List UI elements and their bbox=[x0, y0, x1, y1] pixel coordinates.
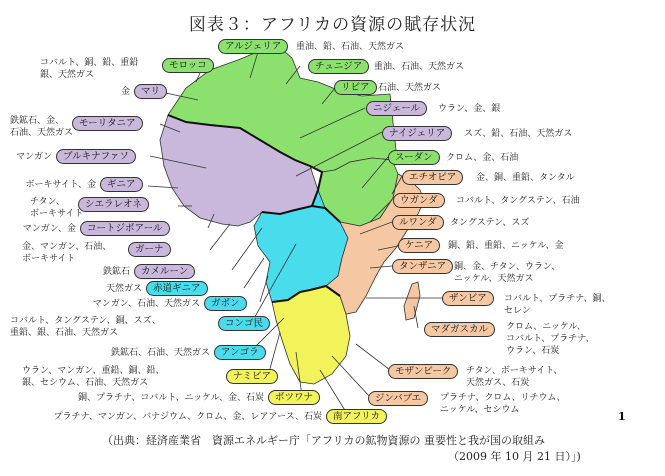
resources-kenya: 銅、鉛、重鉛、ニッケル、金 bbox=[448, 241, 564, 251]
resources-cote-divoire: マンガン、金 bbox=[22, 224, 76, 234]
source-citation-line1: （出典：経済産業省 資源エネルギー庁「アフリカの鉱物資源の 重要性と我が国の取組み bbox=[102, 434, 545, 447]
label-tunisia: チュニジア bbox=[308, 59, 369, 74]
resources-mozambique-1: チタン、ボーキサイト、 bbox=[466, 366, 563, 376]
resources-madagascar-2: コバルト、プラチナ、 bbox=[506, 334, 595, 344]
label-niger: ニジェール bbox=[366, 101, 427, 116]
resources-tanzania-1: 銅、金、チタン、ウラン、 bbox=[454, 262, 561, 272]
label-madagascar: マダガスカル bbox=[424, 322, 495, 337]
label-nigeria: ナイジェリア bbox=[382, 126, 452, 141]
resources-eq-guinea: 天然ガス bbox=[105, 284, 142, 294]
label-algeria: アルジェリア bbox=[218, 39, 288, 54]
label-kenya: ケニア bbox=[398, 238, 440, 253]
resources-nigeria: スズ、鉛、石油、天然ガス bbox=[464, 129, 573, 139]
label-rwanda: ルワンダ bbox=[392, 215, 444, 230]
resources-uganda: コバルト、タングステン、石油 bbox=[456, 196, 580, 206]
resources-zambia-2: セレン bbox=[504, 306, 531, 316]
resources-burkina-faso: マンガン bbox=[15, 152, 52, 162]
label-cameroon: カメルーン bbox=[134, 264, 195, 279]
resources-tunisia: 重油、石油、天然ガス bbox=[374, 62, 465, 72]
resources-zimbabwe-2: ニッケル、セシウム bbox=[440, 405, 520, 415]
resources-sierra-leone-1: チタン、 bbox=[30, 197, 65, 207]
label-ghana: ガーナ bbox=[128, 242, 171, 257]
label-ethiopia: エチオピア bbox=[402, 170, 463, 185]
label-burkina-faso: ブルキナファソ bbox=[56, 149, 136, 164]
resources-rwanda: タングステン、スズ bbox=[450, 218, 530, 228]
resources-ghana-2: ボーキサイト bbox=[22, 254, 76, 264]
label-mozambique: モザンビーク bbox=[388, 364, 458, 379]
resources-botswana: 銅、プラチナ、コバルト、ニッケル、金、石炭 bbox=[77, 393, 264, 403]
label-botswana: ボツワナ bbox=[268, 390, 320, 405]
label-congo-drc: コンゴ民 bbox=[218, 316, 270, 331]
resources-zambia-1: コバルト、プラチナ、銅、 bbox=[504, 294, 611, 304]
label-south-africa: 南アフリカ bbox=[326, 409, 387, 424]
label-libya: リビア bbox=[334, 80, 377, 95]
resources-morocco-2: 銀、天然ガス bbox=[40, 70, 95, 80]
label-namibia: ナミビア bbox=[226, 369, 278, 384]
label-sierra-leone: シエラレオネ bbox=[78, 197, 149, 212]
resources-gabon: マンガン、石油、天然ガス bbox=[92, 299, 200, 309]
resources-sierra-leone-2: ボーキサイト bbox=[30, 209, 84, 219]
resources-cameroon: 鉄鉱石 bbox=[102, 267, 130, 277]
resources-ghana-1: 金、マンガン、石油、 bbox=[22, 242, 112, 252]
resources-madagascar-1: クロム、ニッケル、 bbox=[506, 322, 586, 332]
label-mali: マリ bbox=[134, 84, 167, 99]
resources-tanzania-2: ニッケル、天然ガス bbox=[454, 274, 534, 284]
resources-niger: ウラン、金、銀 bbox=[438, 104, 501, 114]
source-citation-line2: （2009 年 10 月 21 日）」) bbox=[448, 450, 581, 463]
label-gabon: ガボン bbox=[204, 296, 247, 311]
resources-libya: 石油、天然ガス bbox=[378, 83, 442, 93]
resources-algeria: 重油、鉛、石油、天然ガス bbox=[296, 42, 405, 52]
resources-madagascar-3: ウラン、石炭 bbox=[506, 346, 560, 356]
resources-mozambique-2: 天然ガス、石炭 bbox=[466, 378, 530, 388]
label-sudan: スーダン bbox=[388, 150, 440, 165]
resources-zimbabwe-1: プラチナ、クロム、リチウム、 bbox=[440, 393, 566, 403]
resources-mali: 金 bbox=[120, 87, 130, 97]
resources-south-africa: プラチナ、マンガン、バナジウム、クロム、金、レアアース、石炭 bbox=[53, 412, 322, 422]
resources-congo-drc-1: コバルト、タングステン、銅、スズ、 bbox=[10, 316, 161, 326]
label-cote-divoire: コートジボアール bbox=[80, 221, 170, 236]
resources-mauritania-1: 鉄鉱石、金、 bbox=[10, 116, 65, 126]
resources-sudan: クロム、金、石油 bbox=[446, 153, 519, 163]
label-angola: アンゴラ bbox=[214, 345, 266, 360]
region-madagascar bbox=[404, 282, 420, 320]
resources-congo-drc-2: 重鉛、銀、石油、天然ガス bbox=[10, 328, 119, 338]
resources-namibia-1: ウラン、マンガン、重鉛、銅、鉛、 bbox=[22, 366, 165, 376]
label-zambia: ザンビア bbox=[442, 291, 494, 306]
label-guinea: ギニア bbox=[100, 177, 143, 192]
resources-guinea: ボーキサイト、金 bbox=[25, 180, 96, 190]
label-mauritania: モーリタニア bbox=[72, 116, 143, 131]
resources-namibia-2: 銀、セシウム、石油、天然ガス bbox=[22, 378, 149, 388]
page-number: 1 bbox=[618, 410, 626, 423]
figure-title: 図表３：アフリカの資源の賦存状況 bbox=[188, 15, 477, 35]
label-uganda: ウガンダ bbox=[393, 193, 445, 208]
label-zimbabwe: ジンバブエ bbox=[368, 391, 428, 406]
label-morocco: モロッコ bbox=[162, 58, 214, 73]
resources-angola: 鉄鉱石、石油、天然ガス bbox=[110, 348, 210, 358]
label-eq-guinea: 赤道ギニア bbox=[146, 281, 208, 296]
resources-ethiopia: 金、銅、重鉛、タンタル bbox=[476, 173, 575, 183]
label-tanzania: タンザニア bbox=[392, 259, 453, 274]
resources-morocco-1: コバルト、銅、鉛、重鉛 bbox=[40, 58, 139, 68]
resources-mauritania-2: 石油、天然ガス bbox=[10, 128, 74, 138]
